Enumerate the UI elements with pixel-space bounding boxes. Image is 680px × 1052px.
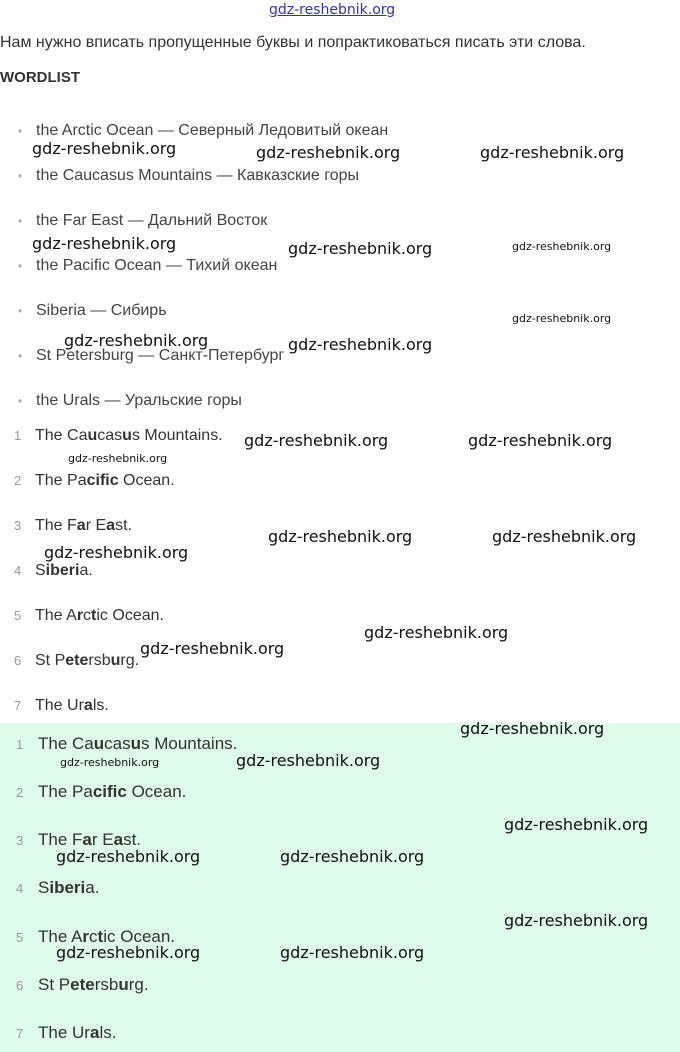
answer-text: a. (85, 878, 100, 897)
answer-text: S (35, 562, 46, 579)
answer-line-highlighted (16, 975, 149, 995)
watermark: gdz-reshebnik.org (280, 943, 425, 962)
answer-number: 7 (14, 698, 22, 713)
bullet-icon: • (18, 349, 23, 363)
answer-text: a. (79, 562, 93, 579)
answer-missing-letter: a (82, 830, 92, 849)
answer-line (14, 427, 223, 445)
answer-text: s Mountains. (131, 427, 223, 444)
answer-text: Ocean. (126, 782, 187, 801)
answer-number: 4 (16, 881, 24, 896)
intro-text: Нам нужно вписать пропущенные буквы и попрактиковаться писать эти слова. (0, 34, 586, 51)
answer-line-highlighted (16, 1023, 116, 1043)
watermark: gdz-reshebnik.org (56, 847, 201, 866)
answer-missing-letter: a (113, 830, 124, 849)
wordlist-item (18, 122, 388, 140)
answer-text: The A (38, 927, 83, 946)
answer-line (14, 517, 132, 535)
answer-text: ic Ocean. (103, 927, 176, 946)
answer-text: rsb (88, 652, 111, 669)
watermark: gdz-reshebnik.org (68, 452, 168, 465)
answer-number: 7 (16, 1026, 24, 1041)
watermark: gdz-reshebnik.org (60, 756, 160, 769)
answer-number: 3 (14, 518, 22, 533)
answer-line (14, 607, 164, 625)
answer-text: The F (38, 830, 83, 849)
wordlist-item-text: the Pacific Ocean — Тихий океан (36, 257, 278, 274)
bullet-icon: • (18, 304, 23, 318)
watermark: gdz-reshebnik.org (468, 431, 613, 450)
answer-missing-letter: u (130, 734, 141, 753)
answer-missing-letter: t (74, 652, 80, 669)
watermark: gdz-reshebnik.org (512, 312, 612, 325)
answer-missing-letter: e (70, 975, 80, 994)
wordlist-item-text: the Arctic Ocean — Северный Ледовитый океан (36, 122, 389, 139)
answer-text: c (89, 927, 98, 946)
bullet-icon: • (18, 124, 23, 138)
wordlist-item (18, 167, 359, 185)
answer-text: St P (38, 975, 71, 994)
watermark: gdz-reshebnik.org (56, 943, 201, 962)
watermark: gdz-reshebnik.org (236, 751, 381, 770)
answer-text: S (38, 878, 50, 897)
answer-number: 2 (14, 473, 22, 488)
answer-number: 3 (16, 833, 24, 848)
answer-missing-letter: t (79, 975, 86, 994)
answer-line (14, 652, 139, 670)
answer-text: The F (35, 517, 77, 534)
answer-missing-letter: u (118, 975, 129, 994)
wordlist-item (18, 212, 267, 230)
answer-text: The Ca (38, 734, 94, 753)
bullet-icon: • (18, 169, 23, 183)
answer-missing-letter: u (122, 427, 132, 444)
answer-line-highlighted (16, 734, 237, 754)
answer-text: The Ur (35, 697, 84, 714)
answer-line (14, 697, 109, 715)
answer-number: 2 (16, 785, 24, 800)
answer-number: 6 (16, 978, 24, 993)
answer-number: 1 (14, 428, 22, 443)
header-site-link[interactable]: gdz-reshebnik.org (269, 2, 396, 18)
watermark: gdz-reshebnik.org (504, 815, 649, 834)
watermark: gdz-reshebnik.org (288, 335, 433, 354)
answer-number: 5 (16, 930, 24, 945)
watermark: gdz-reshebnik.org (504, 911, 649, 930)
answer-number: 4 (14, 563, 22, 578)
answer-text: ls. (92, 697, 109, 714)
watermark: gdz-reshebnik.org (44, 543, 189, 562)
watermark: gdz-reshebnik.org (364, 623, 509, 642)
answer-number: 6 (14, 653, 22, 668)
answer-missing-letter: a (76, 517, 86, 534)
answer-text: The Ca (35, 427, 88, 444)
answer-missing-letter: r (82, 927, 90, 946)
answer-missing-letter: u (110, 652, 121, 669)
watermark: gdz-reshebnik.org (32, 234, 177, 253)
answer-line-highlighted (16, 878, 99, 898)
answer-missing-letter: a (89, 1023, 100, 1042)
answer-line (14, 562, 93, 580)
wordlist-item-text: the Caucasus Mountains — Кавказские горы (36, 167, 359, 184)
answer-text: Ocean. (118, 472, 175, 489)
answer-missing-letter: e (65, 652, 75, 669)
answer-missing-letter: e (79, 652, 89, 669)
answer-missing-letter: t (97, 927, 104, 946)
answer-missing-letter: iberi (49, 878, 86, 897)
answer-text: ls. (99, 1023, 117, 1042)
answer-text: r E (85, 517, 107, 534)
answer-text: The A (35, 607, 77, 624)
answer-missing-letter: a (106, 517, 116, 534)
watermark: gdz-reshebnik.org (64, 331, 209, 350)
watermark: gdz-reshebnik.org (512, 240, 612, 253)
wordlist-item (18, 302, 167, 320)
wordlist-item-text: the Far East — Дальний Восток (36, 212, 268, 229)
answer-number: 5 (14, 608, 22, 623)
answer-text: st. (123, 830, 142, 849)
answer-text: The Pa (35, 472, 87, 489)
watermark: gdz-reshebnik.org (140, 639, 285, 658)
answer-text: c (83, 607, 92, 624)
bullet-icon: • (18, 259, 23, 273)
answer-missing-letter: t (91, 607, 97, 624)
answer-text: rsb (94, 975, 119, 994)
answer-missing-letter: cific (86, 472, 119, 489)
answer-line-highlighted (16, 782, 186, 802)
answer-missing-letter: cific (92, 782, 127, 801)
answer-text: St P (35, 652, 66, 669)
watermark: gdz-reshebnik.org (244, 431, 389, 450)
answer-text: The Ur (38, 1023, 90, 1042)
answer-missing-letter: u (93, 734, 105, 753)
answer-missing-letter: u (87, 427, 98, 444)
watermark: gdz-reshebnik.org (492, 527, 637, 546)
answer-missing-letter: r (76, 607, 84, 624)
watermark: gdz-reshebnik.org (480, 143, 625, 162)
wordlist-title: WORDLIST (0, 69, 80, 86)
answer-panel (0, 723, 680, 1052)
watermark: gdz-reshebnik.org (280, 847, 425, 866)
wordlist-item (18, 257, 277, 275)
answer-text: r E (91, 830, 114, 849)
watermark: gdz-reshebnik.org (268, 527, 413, 546)
wordlist-item-text: Siberia — Сибирь (36, 302, 167, 319)
answer-text: rg. (128, 975, 149, 994)
answer-text: s Mountains. (141, 734, 238, 753)
bullet-icon: • (18, 214, 23, 228)
answer-text: rg. (120, 652, 140, 669)
bullet-icon: • (18, 394, 23, 408)
answer-text: cas (97, 427, 123, 444)
wordlist-item (18, 392, 242, 410)
answer-number: 1 (16, 737, 24, 752)
answer-missing-letter: iberi (45, 562, 80, 579)
answer-missing-letter: e (85, 975, 95, 994)
answer-line (14, 472, 175, 490)
watermark: gdz-reshebnik.org (460, 719, 605, 738)
watermark: gdz-reshebnik.org (256, 143, 401, 162)
wordlist-item-text: the Urals — Уральские горы (36, 392, 242, 409)
answer-text: cas (104, 734, 131, 753)
watermark: gdz-reshebnik.org (32, 139, 177, 158)
answer-text: The Pa (38, 782, 93, 801)
watermark: gdz-reshebnik.org (288, 239, 433, 258)
answer-missing-letter: a (83, 697, 93, 714)
answer-text: st. (115, 517, 132, 534)
wordlist-item-text: St Petersburg — Санкт-Петербург (36, 347, 285, 364)
answer-text: ic Ocean. (96, 607, 164, 624)
